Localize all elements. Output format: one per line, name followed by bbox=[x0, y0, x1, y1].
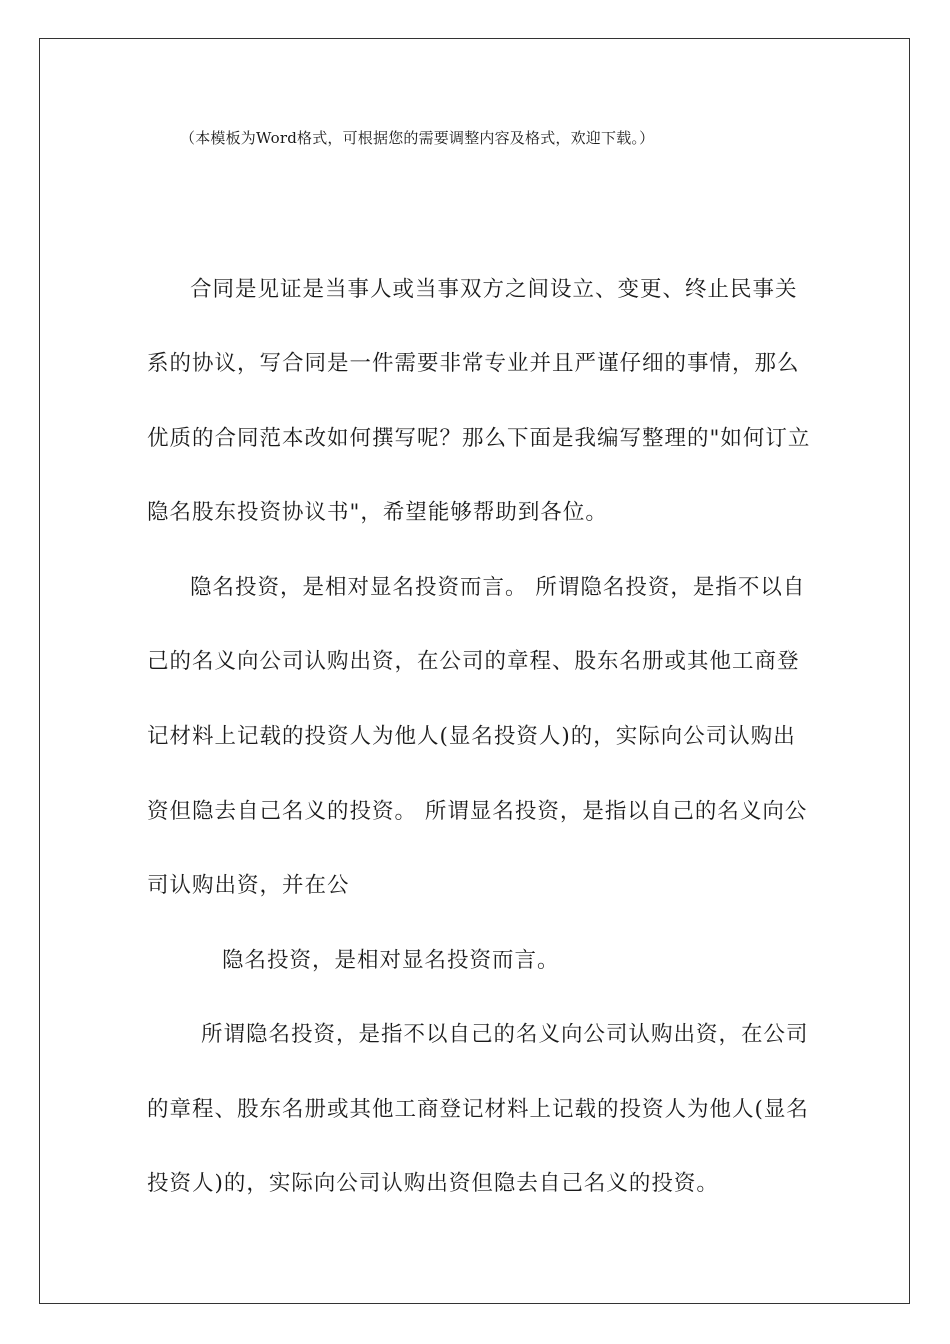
paragraph-line: 的章程、股东名册或其他工商登记材料上记载的投资人为他人(显名 bbox=[147, 1097, 809, 1122]
paragraph-line: 所谓隐名投资，是指不以自己的名义向公司认购出资，在公司 bbox=[201, 1022, 809, 1047]
paragraph-line: 隐名股东投资协议书"，希望能够帮助到各位。 bbox=[147, 500, 608, 525]
paragraph-line: 投资人)的，实际向公司认购出资但隐去自己名义的投资。 bbox=[147, 1171, 719, 1196]
paragraph-line: 系的协议，写合同是一件需要非常专业并且严谨仔细的事情，那么 bbox=[147, 351, 800, 376]
paragraph-line: 优质的合同范本改如何撰写呢？那么下面是我编写整理的"如何订立 bbox=[147, 426, 811, 451]
paragraph-line: 隐名投资，是相对显名投资而言。 bbox=[222, 948, 560, 973]
paragraph-line: 记材料上记载的投资人为他人(显名投资人)的，实际向公司认购出 bbox=[147, 724, 796, 749]
paragraph-line: 己的名义向公司认购出资，在公司的章程、股东名册或其他工商登 bbox=[147, 649, 800, 674]
paragraph-line: 资但隐去自己名义的投资。 所谓显名投资，是指以自己的名义向公 bbox=[147, 799, 808, 824]
paragraph-line: 隐名投资，是相对显名投资而言。 所谓隐名投资，是指不以自 bbox=[190, 575, 806, 600]
template-note: （本模板为Word格式，可根据您的需要调整内容及格式，欢迎下载。） bbox=[180, 129, 655, 147]
paragraph-line: 合同是见证是当事人或当事双方之间设立、变更、终止民事关 bbox=[190, 277, 798, 302]
paragraph-line: 司认购出资，并在公 bbox=[147, 873, 350, 898]
